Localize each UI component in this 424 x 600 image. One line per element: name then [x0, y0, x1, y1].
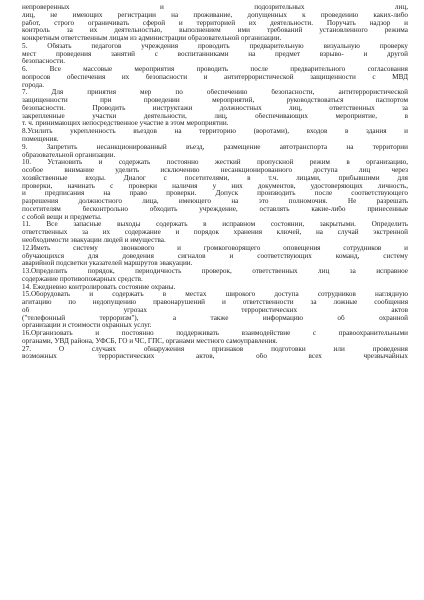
text-line: с собой вещи и предметы.: [22, 213, 102, 221]
text-line: конкретным ответственным лицам из администрации образовательной организации.: [22, 35, 282, 43]
text-line: 13.Определить порядок, периодичность проверок, ответственных лиц за исправное: [22, 268, 408, 276]
text-line: ответственных за их содержание и порядок хранения ключей, на случай экстренной: [22, 229, 408, 237]
text-line: 6. Все массовые мероприятия проводить после предварительного согласования: [22, 66, 408, 74]
text-line: посетителям бесконтрольно обходить учреждение, оставлять какие-либо принесенные: [22, 205, 408, 213]
text-line: вопросов обеспечения их безопасности и антитеррористической защищенности с МВД: [22, 73, 408, 81]
text-line: работ, строго ограничивать сферой и территорией их деятельности. Поручать надзор и: [22, 19, 408, 27]
text-line: города.: [22, 81, 44, 89]
text-line: разрешения должностного лица, имеющего на это полномочия. Не разрешать: [22, 198, 408, 206]
text-line: 5. Обязать педагогов учреждения проводить предварительную визуальную проверку: [22, 42, 408, 50]
text-line: и предписания на право проверки. Допуск производить после соответствующего: [22, 190, 408, 198]
text-line: об угрозах террористических актов: [22, 306, 408, 314]
text-line: 11. Все запасные выходы содержать в исправном состоянии, закрытыми. Определить: [22, 221, 408, 229]
text-line: организации и стоимости охранных услуг.: [22, 322, 152, 330]
text-line: 15.Оборудовать и содержать в местах широкого доступа сотрудников наглядную: [22, 291, 408, 299]
text-line: лиц, не имеющих регистрации на проживание, допущенных к проведению каких-либо: [22, 11, 408, 19]
text-line: особое внимание уделить исключению несанкционированного доступа лиц через: [22, 167, 408, 175]
text-line: помещения.: [22, 136, 59, 144]
text-line: возможных террористических актов, обо всех чрезвычайных: [22, 353, 408, 361]
text-line: органами, УВД района, УФСБ, ГО и ЧС, ГПС, органами местного самоуправления.: [22, 337, 278, 345]
text-line: контроль за их деятельностью, выполнением ими требований установленного режима: [22, 27, 408, 35]
text-line: безопасности. Проводить инструктажи должностных лиц, ответственных за: [22, 104, 408, 112]
text-line: содержание противопожарных средств.: [22, 275, 143, 283]
text-line: 7. Для принятия мер по обеспечению безопасности, антитеррористической: [22, 89, 408, 97]
text-line: закрепленные участки деятельности, лиц, обеспечивающих мероприятие, в: [22, 112, 408, 120]
text-line: непроверенных и подозрительных лиц,: [22, 4, 408, 11]
text-line: 9. Запретить несанкционированный въезд, размещение автотранспорта на территории: [22, 143, 408, 151]
text-line: образовательной организации.: [22, 151, 116, 159]
text-line: 8.Усилить укрепленность въездов на территорию (воротами), входов в здания и: [22, 128, 408, 136]
text-line: мест проведения занятий с воспитанниками на предмет взрыво- и другой: [22, 50, 408, 58]
text-line: 27. О случаях обнаружения признаков подготовки или проведения: [22, 345, 408, 353]
text-line: защищенности при проведении мероприятий, руководствоваться паспортом: [22, 97, 408, 105]
text-line: 16.Организовать и постоянно поддерживать взаимодействие с правоохранительными: [22, 330, 408, 338]
text-line: аварийной подсветки указателей маршрутов эвакуации.: [22, 260, 193, 268]
text-line: 10. Установить и содержать постоянно жесткий пропускной режим в организацию,: [22, 159, 408, 167]
text-line: ("телефонный терроризм"), а также информацию об охранной: [22, 314, 408, 322]
document-page: [22, 4, 408, 361]
text-line: безопасности.: [22, 58, 66, 66]
text-line: 14. Ежедневно контролировать состояние охраны.: [22, 283, 176, 291]
text-line: обучающихся для доведения сигналов и соответствующих команд, систему: [22, 252, 408, 260]
text-line: проверки, начинать с проверки наличия у них документов, удостоверяющих личность,: [22, 182, 408, 190]
text-line: хозяйственные входы. Диалог с посетителями, в т.ч. лицами, прибывшими для: [22, 174, 408, 182]
text-line: т. ч. принимающих непосредственное участие в этом мероприятии.: [22, 120, 229, 128]
text-line: необходимости эвакуации людей и имущества.: [22, 236, 166, 244]
text-line: 12.Иметь систему звонкового и громкоговорящего оповещения сотрудников и: [22, 244, 408, 252]
text-line: агитацию по недопущению правонарушений и ответственности за ложные сообщения: [22, 299, 408, 307]
